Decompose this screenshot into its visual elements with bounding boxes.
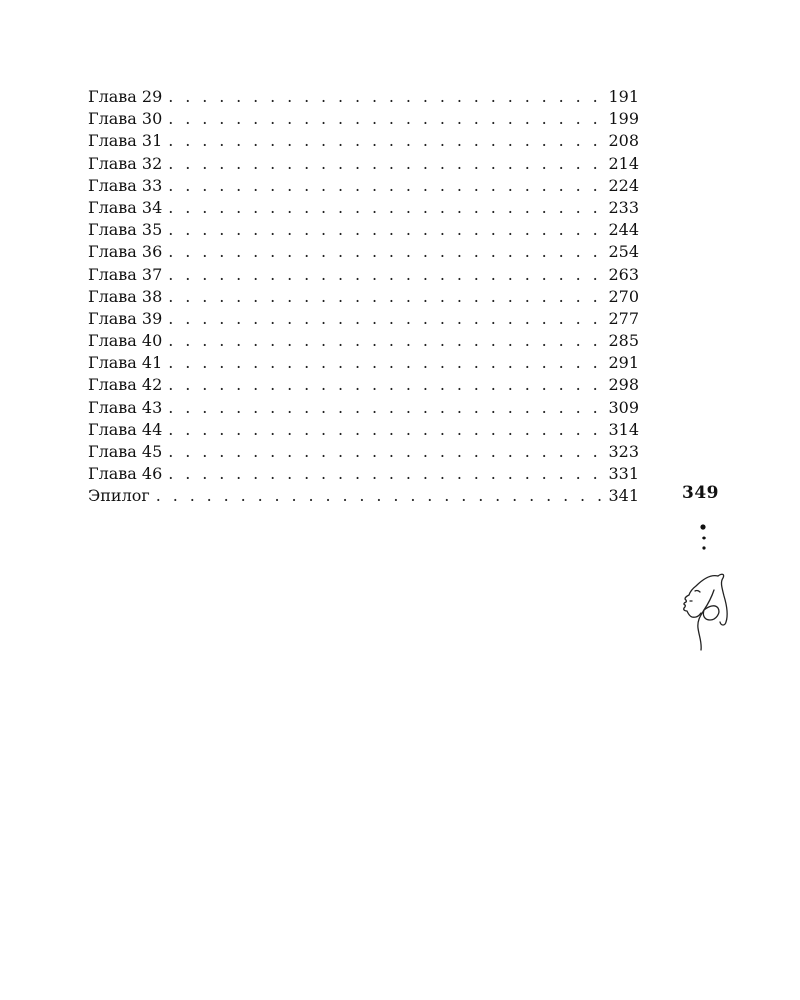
toc-entry-label: Глава 41 <box>88 353 163 373</box>
toc-entry-label: Глава 37 <box>88 264 163 284</box>
table-of-contents <box>88 86 639 508</box>
toc-entry-label: Глава 36 <box>88 242 163 262</box>
toc-entry-label: Глава 32 <box>88 153 163 173</box>
toc-entry <box>88 286 639 308</box>
toc-entry-label: Эпилог <box>88 486 150 506</box>
toc-entry-label: Глава 35 <box>88 220 163 240</box>
toc-entry <box>88 219 639 241</box>
toc-dot-leader <box>168 374 607 396</box>
toc-dot-leader <box>168 463 607 485</box>
toc-dot-leader <box>168 130 607 152</box>
toc-entry-label: Глава 30 <box>88 109 163 129</box>
three-dots-ornament-icon <box>694 520 714 554</box>
toc-entry <box>88 308 639 330</box>
toc-entry-page: 214 <box>608 153 639 173</box>
toc-entry <box>88 485 639 507</box>
toc-entry <box>88 374 639 396</box>
toc-entry-page: 323 <box>608 442 639 461</box>
toc-entry-label: Глава 42 <box>88 375 163 395</box>
toc-dot-leader <box>168 241 607 263</box>
toc-entry-label: Глава 29 <box>88 87 163 106</box>
toc-dot-leader <box>168 86 607 108</box>
toc-entry-page: 208 <box>608 131 639 151</box>
toc-entry <box>88 352 639 374</box>
toc-entry-page: 341 <box>608 486 639 506</box>
toc-entry <box>88 397 639 419</box>
toc-entry <box>88 175 639 197</box>
toc-entry-label: Глава 44 <box>88 419 163 439</box>
toc-dot-leader <box>168 352 607 374</box>
toc-entry-label: Глава 33 <box>88 175 163 195</box>
toc-entry-label: Глава 31 <box>88 131 163 151</box>
toc-dot-leader <box>168 397 607 419</box>
toc-dot-leader <box>168 175 607 197</box>
toc-entry <box>88 153 639 175</box>
toc-entry-label: Глава 43 <box>88 397 163 417</box>
toc-entry <box>88 463 639 485</box>
toc-dot-leader <box>168 197 607 219</box>
toc-entry <box>88 330 639 352</box>
toc-entry <box>88 419 639 441</box>
toc-entry <box>88 86 639 108</box>
toc-entry-page: 233 <box>608 197 639 217</box>
toc-dot-leader <box>168 286 607 308</box>
toc-entry <box>88 108 639 130</box>
toc-entry-page: 285 <box>608 331 639 351</box>
toc-entry-page: 224 <box>608 175 639 195</box>
toc-dot-leader <box>168 441 607 463</box>
toc-entry-page: 298 <box>608 375 639 395</box>
toc-entry-page: 263 <box>608 264 639 284</box>
toc-dot-leader <box>168 108 607 130</box>
toc-entry-label: Глава 46 <box>88 464 163 484</box>
toc-entry-label: Глава 38 <box>88 286 163 306</box>
line-art-face-icon <box>668 570 734 656</box>
toc-entry-page: 291 <box>608 353 639 373</box>
toc-entry <box>88 264 639 286</box>
toc-entry-page: 314 <box>608 419 639 439</box>
toc-entry <box>88 441 639 463</box>
toc-dot-leader <box>156 485 608 507</box>
toc-entry-page: 277 <box>608 308 639 328</box>
toc-entry-page: 254 <box>608 242 639 262</box>
toc-entry-label: Глава 40 <box>88 331 163 351</box>
toc-entry <box>88 241 639 263</box>
toc-dot-leader <box>168 308 607 330</box>
toc-dot-leader <box>168 330 607 352</box>
toc-dot-leader <box>168 419 607 441</box>
toc-entry-page: 309 <box>608 397 639 417</box>
toc-dot-leader <box>168 153 607 175</box>
toc-entry-page: 244 <box>608 220 639 240</box>
toc-dot-leader <box>168 219 607 241</box>
toc-entry-label: Глава 39 <box>88 308 163 328</box>
toc-entry-page: 191 <box>608 87 639 106</box>
toc-entry-page: 199 <box>608 109 639 129</box>
toc-entry-page: 331 <box>608 464 639 484</box>
toc-entry-label: Глава 45 <box>88 442 163 461</box>
page-number: 349 <box>682 483 719 503</box>
toc-dot-leader <box>168 264 607 286</box>
toc-entry <box>88 130 639 152</box>
toc-entry <box>88 197 639 219</box>
toc-entry-page: 270 <box>608 286 639 306</box>
toc-entry-label: Глава 34 <box>88 197 163 217</box>
